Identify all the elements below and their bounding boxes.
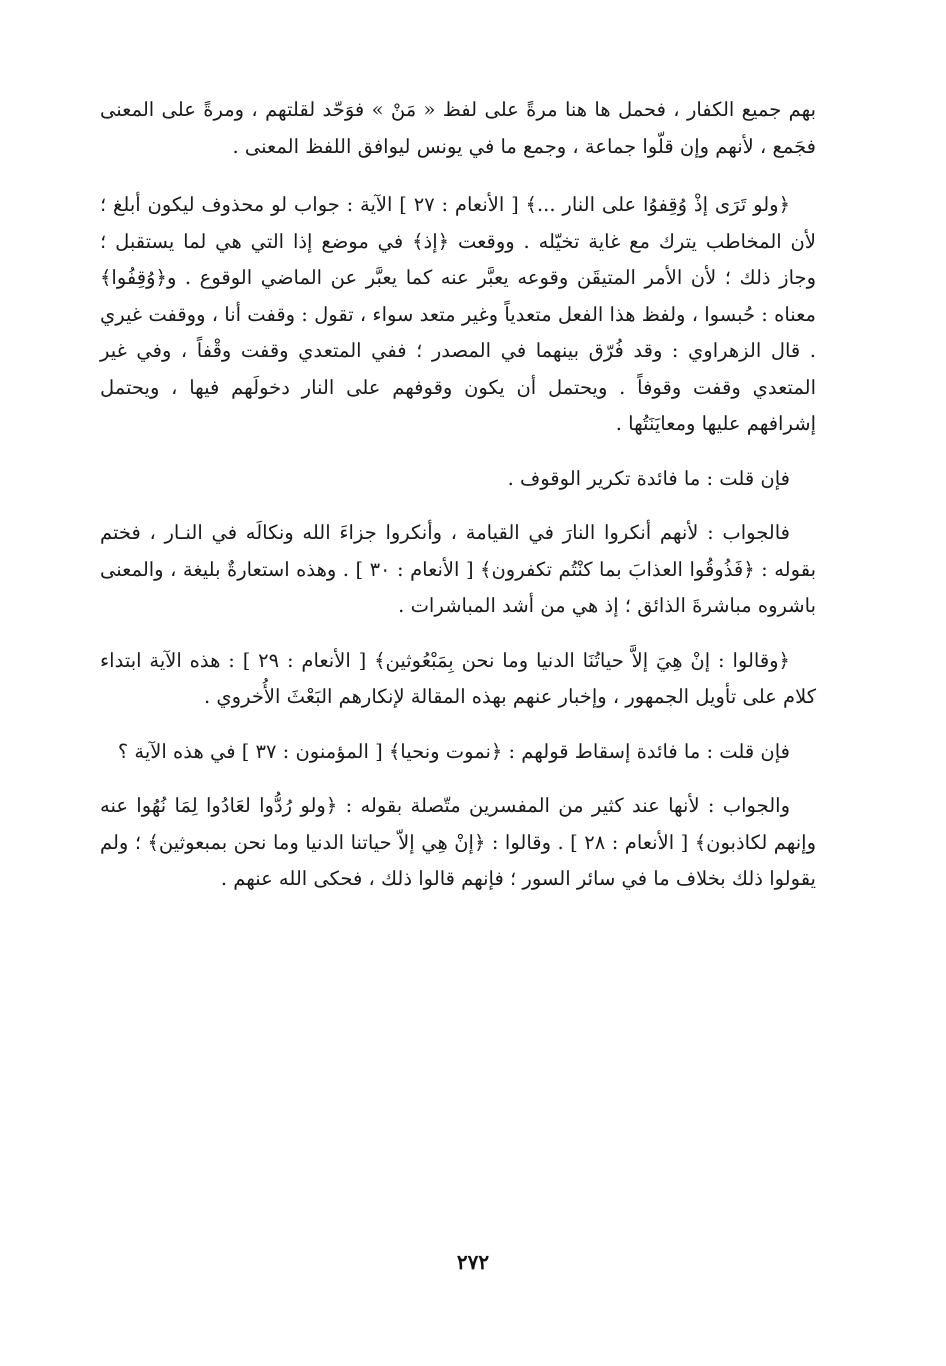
page-number: ٢٧٢ bbox=[456, 1250, 490, 1274]
paragraph-6: فإن قلت : ما فائدة إسقاط قولهم : ﴿نموت ونحيا﴾ [ المؤمنون : ٣٧ ] في هذه الآية ؟ bbox=[117, 739, 790, 763]
paragraph-1: بهم جميع الكفار ، فحمل ها هنا مرةً على لفظ « مَنْ » فوَحّد لقلتهم ، ومرةً على المعنى فجَمع ، لأنهم وإن قلّوا جماعة ، وجمع ما في يونس ليوافق اللفظ المعنى . bbox=[100, 98, 816, 158]
page-body bbox=[100, 92, 816, 898]
paragraph-3: فإن قلت : ما فائدة تكرير الوقوف . bbox=[507, 466, 790, 490]
paragraph-7: والجواب : لأنها عند كثير من المفسرين متّصلة بقوله : ﴿ولو رُدُّوا لعَادُوا لِمَا نُهُوا عنه وإنهم لكاذبون﴾ [ الأنعام : ٢٨ ] . وقالوا : ﴿إنْ هِي إلاّ حياتنا الدنيا وما نحن بمبعوثين﴾ ؛ ولم يقولوا ذلك بخلاف ما في سائر السور ؛ فإنهم قالوا ذلك ، فحكى الله عنهم . bbox=[100, 794, 816, 890]
paragraph-4: فالجواب : لأنهم أنكروا النارَ في القيامة ، وأنكروا جزاءَ الله ونكالَه في النـار ، فختم بقوله : ﴿فَذُوقُوا العذابَ بما كنْتُم تكفرون﴾ [ الأنعام : ٣٠ ] . وهذه استعارةٌ بليغة ، والمعنى باشروه مباشرةَ الذائق ؛ إذ هي من أشد المباشرات . bbox=[100, 521, 816, 617]
paragraph-2: ﴿ولو تَرَى إذْ وُقِفوُا على النار ...﴾ [ الأنعام : ٢٧ ] الآية : جواب لو محذوف ليكون أبلغ ؛ لأن المخاطب يترك مع غاية تخيّله . ووقعت ﴿إذ﴾ في موضع إذا التي هي لما يستقبل ؛ وجاز ذلك ؛ لأن الأمر المتيقَن وقوعه يعبَّر عنه كما يعبَّر عن الماضي الوقوع . و﴿وُقِفُوا﴾ معناه : حُبسوا ، ولفظ هذا الفعل متعدياً وغير متعد سواء ، تقول : وقفت أنا ، ووقفت غيري . قال الزهراوي : وقد فُرّق بينهما في المصدر ؛ ففي المتعدي وقفت وقْفاً ، وفي غير المتعدي وقفت وقوفاً . ويحتمل أن يكون وقوفهم على النار دخولَهم فيها ، ويحتمل إشرافهم عليها ومعايَنَتُها . bbox=[100, 193, 816, 435]
paragraph-5: ﴿وقالوا : إنْ هِيَ إلاَّ حياتُنَا الدنيا وما نحن بِمَبْعُوثين﴾ [ الأنعام : ٢٩ ] : هذه الآية ابتداء كلام على تأويل الجمهور ، وإخبار عنهم بهذه المقالة لإنكارهم البَعْثَ الأُخروي . bbox=[100, 648, 816, 708]
